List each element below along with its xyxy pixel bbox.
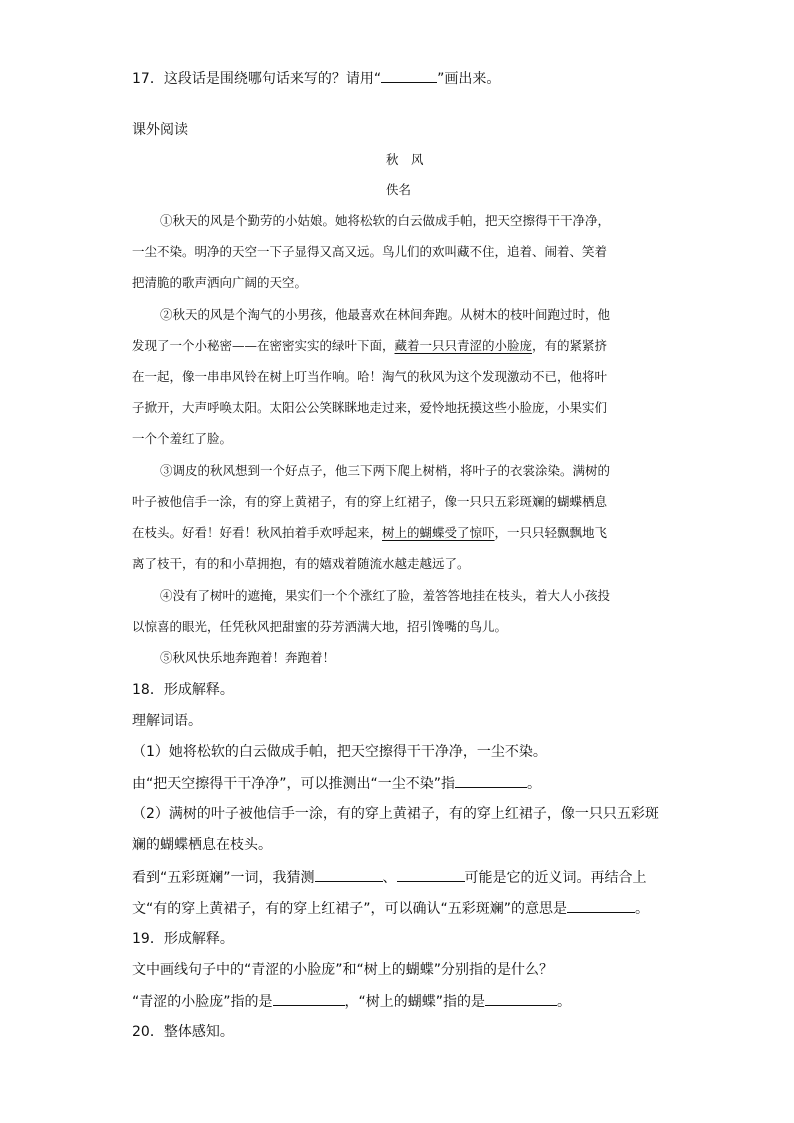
passage-author: 佚名 <box>386 182 412 197</box>
question-18-subtitle: 理解词语。 <box>132 713 202 729</box>
answer-blank[interactable] <box>273 991 345 1006</box>
passage-p3-line: 在枝头。好看！好看！秋风拍着手欢呼起来，树上的蝴蝶受了惊吓，一只只轻飘飘地飞 <box>132 525 608 540</box>
passage-p2-line: ②秋天的风是个淘气的小男孩，他最喜欢在林间奔跑。从树木的枝叶间跑过时，他 <box>160 307 611 322</box>
passage-p5-line: ⑤秋风快乐地奔跑着！奔跑着！ <box>160 650 336 665</box>
question-19-title: 19．形成解释。 <box>132 931 234 947</box>
answer-blank[interactable] <box>567 898 635 913</box>
question-18-sentence-2-cont: 斓的蝴蝶栖息在枝头。 <box>132 837 272 853</box>
underlined-sentence: 藏着一只只青涩的小脸庞 <box>394 338 533 353</box>
question-19-question: 文中画线句子中的“青涩的小脸庞”和“树上的蝴蝶”分别指的是什么？ <box>132 962 554 978</box>
answer-blank[interactable] <box>315 867 383 882</box>
question-18-prompt-2: 看到“五彩斑斓”一词，我猜测 、 可能是它的近义词。再结合上 <box>132 867 647 888</box>
question-18-prompt-1: 由“把天空擦得干干净净”，可以推测出“一尘不染”指 。 <box>132 773 541 794</box>
question-17 <box>132 68 500 89</box>
question-17-text-end: ”画出来。 <box>437 71 501 87</box>
passage-p3-line: ③调皮的秋风想到一个好点子，他三下两下爬上树梢，将叶子的衣裳涂染。满树的 <box>160 463 611 478</box>
passage-p3-line: 叶子被他信手一涂，有的穿上黄裙子，有的穿上红裙子，像一只只五彩斑斓的蝴蝶栖息 <box>132 494 608 509</box>
underline-blank <box>381 68 437 83</box>
passage-p2-line: 一个个羞红了脸。 <box>132 431 233 446</box>
passage-p2-line: 在一起，像一串串风铃在树上叮当作响。哈！淘气的秋风为这个发现激动不已，他将叶 <box>132 369 608 384</box>
question-18-prompt-3: 文“有的穿上黄裙子，有的穿上红裙子”，可以确认“五彩斑斓”的意思是 。 <box>132 898 649 919</box>
section-title: 课外阅读 <box>132 122 188 138</box>
passage-p1-line: ①秋天的风是个勤劳的小姑娘。她将松软的白云做成手帕，把天空擦得干干净净， <box>160 213 611 228</box>
answer-blank[interactable] <box>485 991 557 1006</box>
question-18-sentence-2: （2）满树的叶子被他信手一涂，有的穿上黄裙子，有的穿上红裙子，像一只只五彩斑 <box>132 806 659 822</box>
answer-blank[interactable] <box>397 867 465 882</box>
passage-p4-line: 以惊喜的眼光，任凭秋风把甜蜜的芬芳洒满大地，招引馋嘴的鸟儿。 <box>132 619 508 634</box>
underlined-sentence: 树上的蝴蝶受了惊吓 <box>382 525 495 540</box>
passage-p1-line: 一尘不染。明净的天空一下子显得又高又远。鸟儿们的欢叫藏不住，追着、闹着、笑着 <box>132 244 608 259</box>
question-18-sentence-1: （1）她将松软的白云做成手帕，把天空擦得干干净净，一尘不染。 <box>132 744 547 760</box>
passage-title: 秋 风 <box>386 152 424 167</box>
passage-p2-line: 发现了一个小秘密——在密密实实的绿叶下面，藏着一只只青涩的小脸庞，有的紧紧挤 <box>132 338 608 353</box>
answer-blank[interactable] <box>455 773 527 788</box>
question-18-title: 18．形成解释。 <box>132 682 234 698</box>
passage-p1-line: 把清脆的歌声洒向广阔的天空。 <box>132 275 308 290</box>
passage-p2-line: 子掀开，大声呼唤太阳。太阳公公笑眯眯地走过来，爱怜地抚摸这些小脸庞，小果实们 <box>132 400 608 415</box>
question-17-text: 17．这段话是围绕哪句话来写的？请用“ <box>132 71 382 87</box>
passage-p3-line: 离了枝干，有的和小草拥抱，有的嬉戏着随流水越走越远了。 <box>132 556 470 571</box>
question-20-title: 20．整体感知。 <box>132 1024 234 1040</box>
passage-p4-line: ④没有了树叶的遮掩，果实们一个个涨红了脸，羞答答地挂在枝头，着大人小孩投 <box>160 588 611 603</box>
question-19-answer: “青涩的小脸庞”指的是 ，“树上的蝴蝶”指的是 。 <box>132 991 571 1012</box>
